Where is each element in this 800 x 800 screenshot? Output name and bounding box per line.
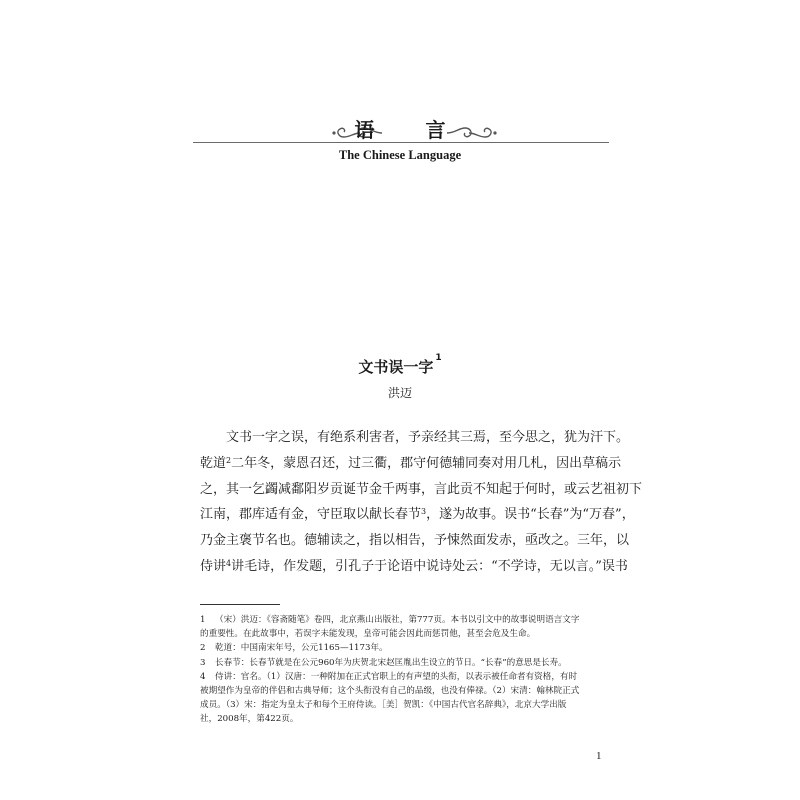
body-line: 侍讲$^4$讲毛诗，作发题，引孔子于论语中说诗处云：“不学诗，无以言。”误书 (200, 558, 628, 574)
footnote-line: 4 侍讲：官名。（1）汉唐：一种附加在正式官职上的有声望的头衔，以表示被任命者有资格，有时 (200, 671, 578, 682)
body-line: 之，其一乞蠲减鄱阳岁贡诞节金千两事，言此贡不知起于何时，或云艺祖初下 (200, 481, 643, 497)
article-title (0, 353, 800, 377)
body-line: 乾道$^2$二年冬，蒙恩召还，过三衢，郡守何德辅同奏对用几札，因出草稿示 (200, 455, 622, 471)
chapter-subtitle: The Chinese Language (338, 148, 462, 162)
article-title-note: 1 (435, 353, 442, 363)
body-line: 文书一字之误，有绝系利害者，予亲经其三焉，至今思之，犹为汗下。 (226, 430, 630, 445)
article-author: 洪迈 (387, 386, 412, 400)
scroll-ornament-right-icon (445, 124, 499, 140)
article-title-text: 文书误一字 (358, 358, 434, 376)
header-rule (193, 142, 609, 143)
footnote-line: 3 长春节：长春节就是在公元960年为庆贺北宋赵匡胤出生设立的节日。“长春”的意思是长寿。 (200, 657, 567, 668)
footnotes (200, 613, 610, 727)
body-line: 乃金主褒节名也。德辅读之，指以相告，予悚然面发赤，亟改之。三年，以 (200, 533, 630, 549)
footnote-ref: 4 (226, 558, 232, 568)
footnote-ref: 3 (421, 507, 427, 517)
footnote-separator (200, 604, 280, 605)
footnote-line: 成员。（3）宋：指定为皇太子和每个王府侍读。［美］贺凯：《中国古代官名辞典》，北京大学出版 (200, 700, 567, 711)
footnote-line: 的重要性。在此故事中，若误字未能发现，皇帝可能会因此而惩罚他，甚至会危及生命。 (200, 629, 536, 640)
footnote-ref: 2 (226, 455, 232, 465)
chapter-title: 语 言 (354, 118, 468, 142)
page-number: 1 (596, 750, 602, 762)
article-body (200, 425, 643, 580)
footnote-line: 2 乾道：中国南宋年号，公元1165—1173年。 (200, 643, 388, 654)
body-line: 江南，郡库适有金，守臣取以献长春节$^3$，遂为故事。误书“长春”为“万春”， (200, 507, 635, 523)
chapter-header (0, 110, 800, 170)
footnote-line: 被期望作为皇帝的伴侣和古典导师；这个头衔没有自己的品级，也没有俸禄。（2）宋清：翰林院正式 (200, 685, 580, 696)
footnote-line: 1 （宋）洪迈：《容斋随笔》卷四，北京燕山出版社，第777页。本书以引文中的故事说明语言文字 (200, 615, 580, 625)
footnote-line: 社，2008年，第422页。 (200, 714, 299, 725)
